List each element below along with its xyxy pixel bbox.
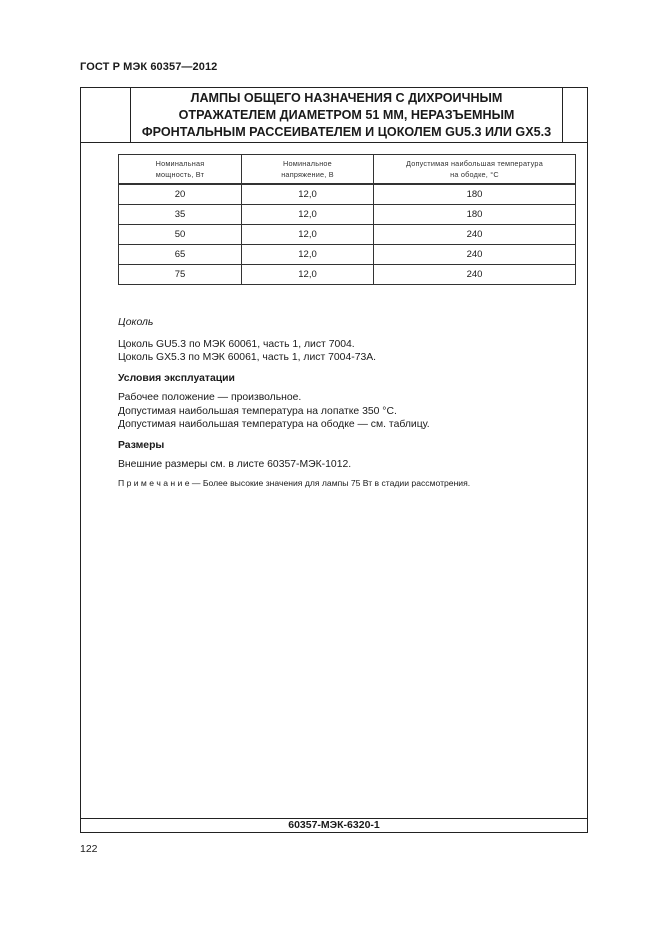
note — [118, 477, 578, 491]
cell-voltage: 12,0 — [242, 205, 374, 225]
title-row — [81, 88, 587, 143]
cell-power: 35 — [119, 205, 242, 225]
cell-voltage: 12,0 — [242, 265, 374, 285]
cell-voltage: 12,0 — [242, 245, 374, 265]
sheet-body — [118, 316, 578, 490]
operating-line: Допустимая наибольшая температура на лопатке 350 °С. — [118, 405, 397, 417]
dimensions-line: Внешние размеры см. в листе 60357-МЭК-1012. — [118, 459, 352, 470]
base-line: Цоколь GU5.3 по МЭК 60061, часть 1, лист 7004. — [118, 338, 355, 350]
title-line: ОТРАЖАТЕЛЕМ ДИАМЕТРОМ 51 ММ, НЕРАЗЪЕМНЫМ — [178, 108, 515, 122]
sheet-code: 60357-МЭК-6320-1 — [81, 818, 587, 832]
header-text: Допустимая наибольшая температура — [406, 159, 543, 168]
title-line: ФРОНТАЛЬНЫМ РАССЕИВАТЕЛЕМ И ЦОКОЛЕМ GU5.3 ИЛИ GX5.3 — [141, 125, 552, 139]
table-row — [119, 184, 576, 205]
base-line: Цоколь GX5.3 по МЭК 60061, часть 1, лист 7004-73А. — [118, 352, 377, 363]
cell-power: 65 — [119, 245, 242, 265]
header-text: на ободке, °С — [450, 170, 499, 179]
header-text: напряжение, В — [281, 170, 334, 179]
cell-voltage: 12,0 — [242, 225, 374, 245]
cell-temperature: 240 — [374, 245, 576, 265]
cell-power: 50 — [119, 225, 242, 245]
table-row — [119, 225, 576, 245]
standard-code: ГОСТ Р МЭК 60357—2012 — [80, 61, 218, 73]
cell-temperature: 240 — [374, 225, 576, 245]
sheet-title — [130, 88, 563, 143]
note-label: П р и м е ч а н и е — [118, 477, 190, 488]
operating-line: Допустимая наибольшая температура на ободке — см. таблицу. — [118, 419, 430, 430]
cell-power: 20 — [119, 184, 242, 205]
base-heading: Цоколь — [118, 317, 154, 328]
table-header-row — [119, 155, 576, 185]
header-max-temperature — [374, 155, 576, 185]
table-row — [119, 205, 576, 225]
note-text: — Более высокие значения для лампы 75 Вт в стадии рассмотрения. — [189, 477, 471, 488]
header-power — [119, 155, 242, 185]
cell-temperature: 180 — [374, 205, 576, 225]
page-number: 122 — [80, 843, 98, 855]
title-line: ЛАМПЫ ОБЩЕГО НАЗНАЧЕНИЯ С ДИХРОИЧНЫМ — [190, 91, 503, 105]
table-row — [119, 265, 576, 285]
operating-heading: Условия эксплуатации — [118, 372, 235, 384]
table-row — [119, 245, 576, 265]
rating-table — [118, 154, 576, 285]
header-text: Номинальная — [155, 159, 205, 168]
cell-temperature: 240 — [374, 265, 576, 285]
cell-power: 75 — [119, 265, 242, 285]
cell-temperature: 180 — [374, 184, 576, 205]
header-voltage — [242, 155, 374, 185]
header-text: Номинальное — [283, 159, 332, 168]
header-text: мощность, Вт — [155, 170, 205, 179]
dimensions-heading: Размеры — [118, 439, 165, 451]
cell-voltage: 12,0 — [242, 184, 374, 205]
spacer — [118, 330, 578, 338]
operating-line: Рабочее положение — произвольное. — [118, 392, 302, 403]
